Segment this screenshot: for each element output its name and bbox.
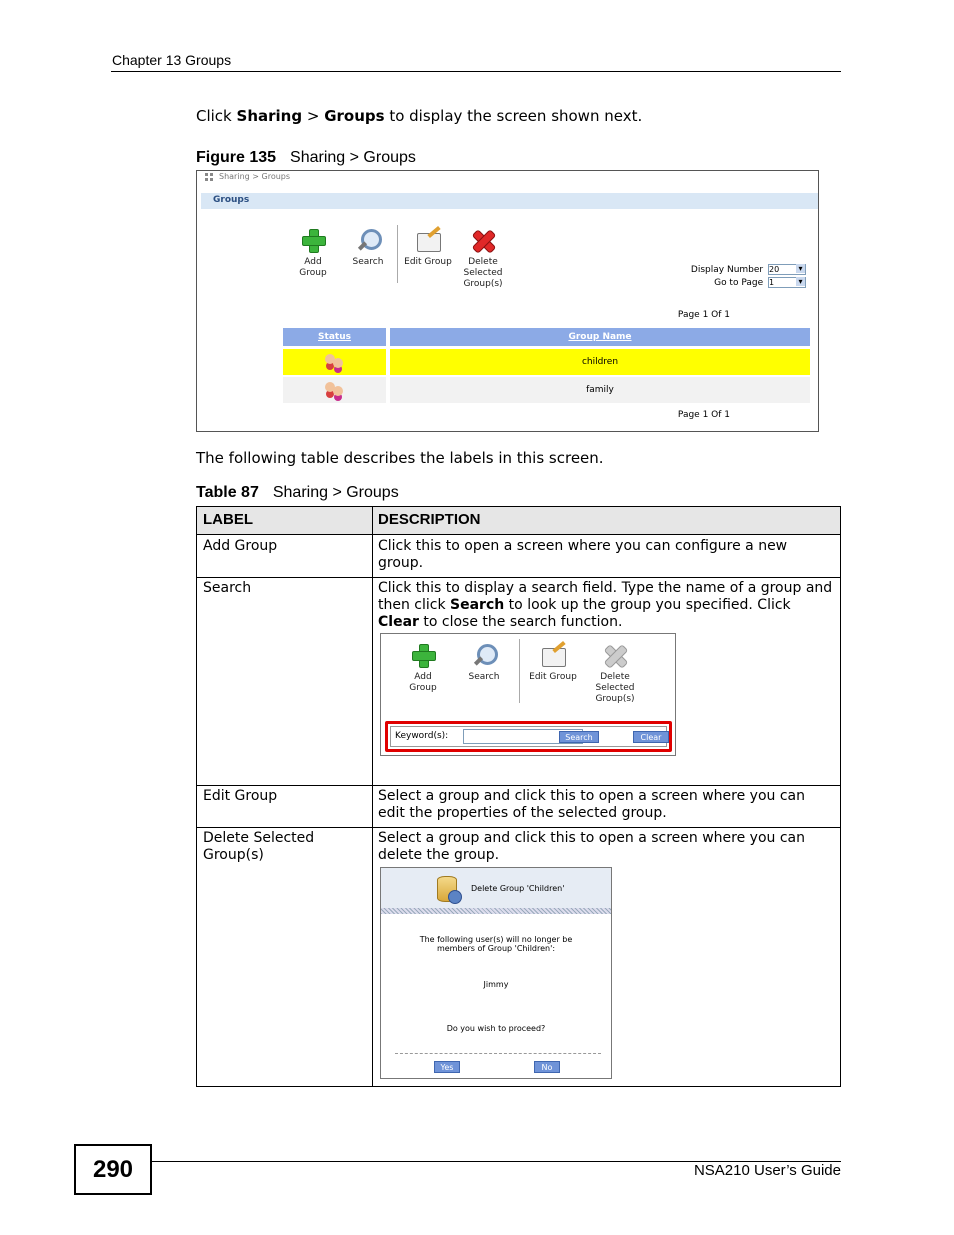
header-rule <box>111 71 841 72</box>
edit-icon <box>540 642 566 668</box>
database-group-icon <box>437 876 457 902</box>
dialog-header <box>381 868 611 908</box>
yes-button: Yes <box>434 1061 460 1073</box>
column-divider <box>372 507 373 1086</box>
toolbar-separator <box>397 225 398 283</box>
group-name-cell: family <box>390 377 810 403</box>
group-icon <box>325 353 345 371</box>
search-button[interactable]: Search <box>347 227 389 268</box>
paging-controls: Display Number 20 ▾ Go to Page 1 ▾ <box>691 264 806 290</box>
table-caption: Table 87 Sharing > Groups <box>196 484 399 501</box>
row-divider <box>197 827 840 828</box>
status-cell <box>283 377 386 403</box>
keyword-label: Keyword(s): <box>395 731 449 741</box>
row-label: Add Group <box>203 538 278 554</box>
delete-icon <box>470 227 496 253</box>
lead-text: The following table describes the labels in this screen. <box>196 449 604 467</box>
row-label: Edit Group <box>203 788 278 804</box>
footer-guide-title: NSA210 User’s Guide <box>693 1162 841 1179</box>
dialog-message: The following user(s) will no longer be members of Group 'Children': <box>419 935 573 953</box>
row-label: Search <box>203 580 252 596</box>
keyword-clear-button: Clear <box>633 731 669 743</box>
dialog-title: Delete Group 'Children' <box>471 884 565 893</box>
keyword-search-highlight <box>385 721 672 752</box>
edit-group-button: Edit Group <box>523 642 583 683</box>
display-number-select[interactable]: 20 ▾ <box>768 264 806 275</box>
labels-table <box>196 506 841 1087</box>
keyword-search-bar <box>390 726 667 747</box>
search-screenshot <box>380 633 676 756</box>
row-description: Click this to open a screen where you can configure a new group. <box>378 538 788 571</box>
row-divider <box>197 785 840 786</box>
toolbar-separator <box>519 639 520 703</box>
search-icon <box>471 642 497 668</box>
dialog-user: Jimmy <box>483 980 509 989</box>
no-button: No <box>534 1061 560 1073</box>
search-button: Search <box>463 642 505 683</box>
add-group-button: Add Group <box>405 642 441 694</box>
page-info-top: Page 1 Of 1 <box>677 310 730 320</box>
chapter-header: Chapter 13 Groups <box>112 52 232 68</box>
add-icon <box>300 227 326 253</box>
delete-groups-button[interactable]: Delete Selected Group(s) <box>459 227 507 290</box>
delete-icon <box>602 642 628 668</box>
table-header <box>197 507 840 535</box>
status-column-header[interactable]: Status <box>283 328 386 346</box>
row-description: Select a group and click this to open a screen where you can edit the properties of the selected group. <box>378 788 805 821</box>
delete-dialog-screenshot <box>380 867 612 1079</box>
intro-text: Click Sharing > Groups to display the screen shown next. <box>196 107 643 125</box>
description-column-header: DESCRIPTION <box>378 511 481 528</box>
group-name-column-header[interactable]: Group Name <box>390 328 810 346</box>
delete-groups-button: Delete Selected Group(s) <box>589 642 641 705</box>
row-divider <box>197 577 840 578</box>
panel-title-bar <box>201 193 818 209</box>
figure-sharing-groups <box>196 170 819 432</box>
panel-title: Groups <box>213 195 250 205</box>
row-label: Delete Selected Group(s) <box>203 830 315 863</box>
figure-caption: Figure 135 Sharing > Groups <box>196 149 416 166</box>
add-group-button[interactable]: Add Group <box>295 227 331 279</box>
row-description: Select a group and click this to open a screen where you can delete the group. <box>378 830 805 863</box>
dialog-stripe <box>381 908 611 914</box>
group-name-cell: children <box>390 349 810 375</box>
add-icon <box>410 642 436 668</box>
page-number: 290 <box>74 1144 152 1195</box>
keyword-search-button: Search <box>559 731 599 743</box>
go-to-page-select[interactable]: 1 ▾ <box>768 277 806 288</box>
label-column-header: LABEL <box>203 511 253 528</box>
status-cell <box>283 349 386 375</box>
breadcrumb: Sharing > Groups <box>205 172 290 181</box>
search-icon <box>355 227 381 253</box>
group-icon <box>325 381 345 399</box>
edit-group-button[interactable]: Edit Group <box>401 227 455 268</box>
menu-grid-icon <box>205 173 213 181</box>
row-description: Click this to display a search field. Type the name of a group and then click Search to look up the group you specified. Click Clear to close the search function. <box>378 580 833 630</box>
edit-icon <box>415 227 441 253</box>
dialog-divider <box>395 1053 601 1054</box>
dialog-question: Do you wish to proceed? <box>446 1024 546 1033</box>
page-info-bottom: Page 1 Of 1 <box>677 410 730 420</box>
